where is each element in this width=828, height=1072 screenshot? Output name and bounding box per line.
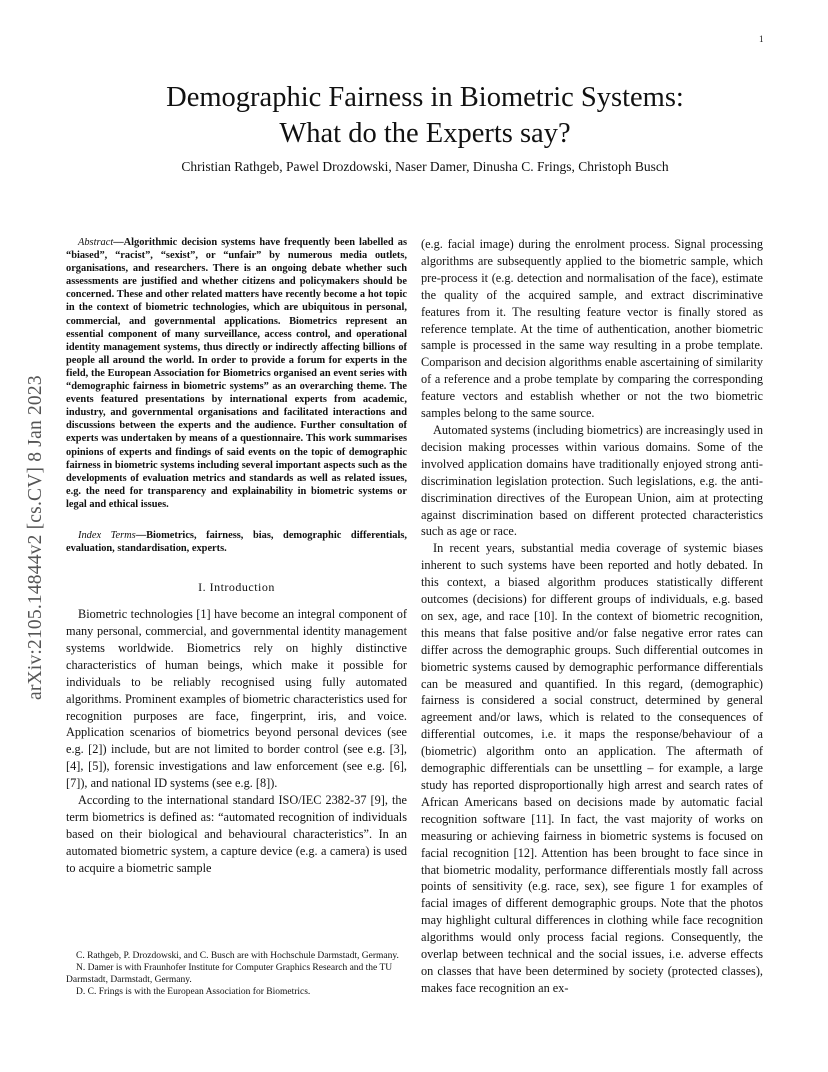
footnote: D. C. Frings is with the European Association for Biometrics. [76, 986, 311, 997]
left-paragraph-1: Biometric technologies [1] have become an integral component of many personal, commercial, and governmental identity management systems worldwide. Biometrics rely on highly distinctive characteristics of human beings, which make it possible for individuals to be reliably recognised using fully automated algorithms. Prominent examples of biometric characteristics used for recognition purposes are face, fingerprint, iris, and voice. Application scenarios of biometrics beyond personal devices (see e.g. [2]) include, but are not limited to border control (see e.g. [3], [4], [5]), forensic investigations and law enforcement (see e.g. [6], [7]), and national ID systems (see e.g. [8]). [66, 607, 407, 791]
title-line-2: What do the Experts say? [279, 118, 571, 149]
left-paragraph-2: According to the international standard ISO/IEC 2382-37 [9], the term biometrics is defined as: “automated recognition of individuals based on their biological and behavioural characteristics”. In an automated biometric system, a capture device (e.g. a camera) is used to acquire a biometric sample [66, 793, 407, 875]
page-number: 1 [759, 34, 764, 44]
abstract [66, 236, 407, 511]
footnote: N. Damer is with Fraunhofer Institute for Computer Graphics Research and the TU Darmstadt, Darmstadt, Germany. [66, 962, 393, 985]
section-heading: I. Introduction [198, 580, 275, 595]
author-list: Christian Rathgeb, Pawel Drozdowski, Naser Damer, Dinusha C. Frings, Christoph Busch [181, 159, 669, 174]
footnote: C. Rathgeb, P. Drozdowski, and C. Busch are with Hochschule Darmstadt, Germany. [76, 951, 399, 961]
footnotes [66, 951, 407, 999]
paper-title [60, 80, 790, 152]
right-paragraph-3: In recent years, substantial media coverage of systemic biases inherent to such systems have been reported and hotly debated. In this context, a biased algorithm produces statistically different outcomes (decisions) for different groups of individuals, e.g. based on sex, age, and race [10]. In the context of biometric recognition, this means that false positive and/or false negative error rates can differ across the demographic groups. Such differential outcomes in biometric systems caused by demographic performance differentials can be measured and quantified. In this regard, (demographic) fairness is considered a social construct, determined by general agreement and/or laws, which is related to the consequences of differential outcomes, i.e. it maps the response/behaviour of a (biometric) algorithm onto an application. The aftermath of demographic differentials can be unsettling – for example, a large study has reported disproportionally high arrest and search rates of African Americans based on decisions made by automatic facial recognition software [11]. In fact, the vast majority of works on measuring or achieving fairness in biometric systems is focused on facial recognition [12]. Attention has been brought to face since in that biometric modality, performance differentials mostly fall across points of sensitivity (e.g. race, sex), see figure 1 for examples of facial images of different demographic groups. Note that the photos may highlight cultural differences in clothing while face recognition algorithms would only process facial regions. Consequently, the overlap between technical and the social issues, i.e. adverse effects on classes that have been determined by society (protected classes), makes face recognition an ex- [421, 541, 763, 995]
index-terms [66, 529, 407, 555]
index-terms-text: —Biometrics, fairness, bias, demographic differentials, evaluation, standardisation, experts. [66, 529, 408, 555]
left-column [66, 236, 407, 877]
right-paragraph-2: Automated systems (including biometrics) are increasingly used in decision making processes within various domains. Some of the involved application domains have traditionally enjoyed strong anti-discrimination legislation protection. Such legislations, e.g. the anti-discrimination directives of the European Union, aim at protecting against discrimination based on different protected characteristics such as age or race. [421, 422, 763, 539]
right-paragraph-1: (e.g. facial image) during the enrolment process. Signal processing algorithms are subsequently applied to the biometric sample, which pre-process it (e.g. detection and normalisation of the face), estimate the quality of the acquired sample, and extract discriminative features from it. The resulting feature vector is finally stored as reference template. At the time of authentication, another biometric sample is processed in the same way resulting in a probe template. Comparison and decision algorithms enable ascertaining of similarity of a reference and a probe template by comparing the corresponding feature vectors and establish whether or not the two biometric samples belong to the same source. [421, 237, 763, 421]
abstract-label: Abstract [78, 237, 114, 248]
abstract-text: —Algorithmic decision systems have frequently been labelled as “biased”, “racist”, “sexist”, or “unfair” by numerous media outlets, organisations, and researchers. There is an ongoing debate whether such assessments are justified and whether citizens and policymakers should be concerned. These and other related matters have recently become a hot topic in the context of biometric technologies, which are ubiquitous in personal, commercial, and governmental applications. Biometrics represent an essential component of many surveillance, access control, and operational identity management systems, thus directly or indirectly affecting billions of people all around the world. In order to provide a forum for experts in the field, the European Association for Biometrics organised an event series with “demographic fairness in biometric systems” as an overarching theme. The events featured presentations by international experts from academic, industry, and governmental organisations and facilitated interactions and discussions between the experts and the audience. Further consultation of experts was undertaken by means of a questionnaire. This work summarises opinions of experts and findings of said events on the topic of demographic fairness in biometric systems including several important aspects such as the developments of evaluation metrics and standards as well as related issues, e.g. the need for transparency and explainability in biometric systems or legal and ethical issues. [66, 237, 407, 510]
index-terms-label: Index Terms [78, 529, 136, 541]
arxiv-stamp: arXiv:2105.14844v2 [cs.CV] 8 Jan 2023 [25, 375, 46, 700]
right-column [421, 236, 763, 997]
title-line-1: Demographic Fairness in Biometric Systems: [166, 82, 684, 113]
